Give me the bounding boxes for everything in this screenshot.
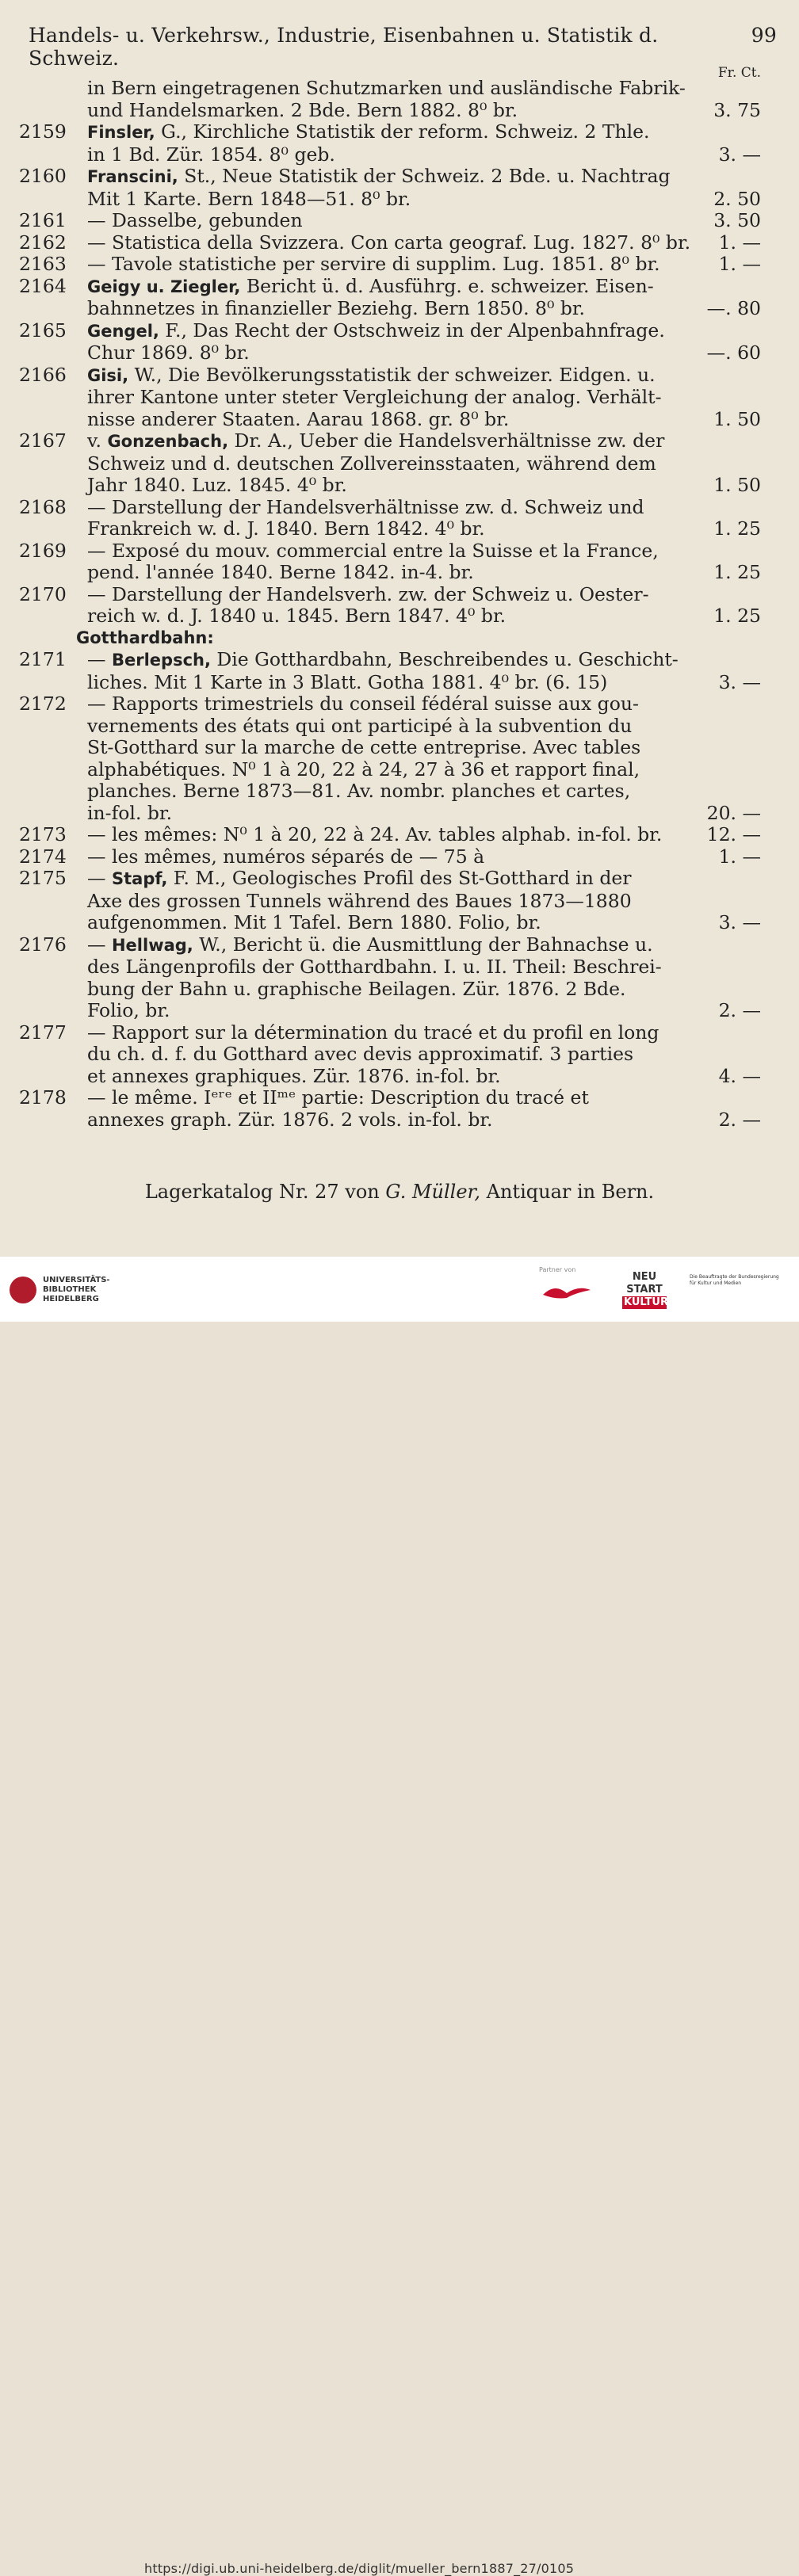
entry-line-text: liches. Mit 1 Karte in 3 Blatt. Gotha 1881. 4⁰ br. (6. 15) [87,670,608,693]
entry-text [87,497,698,540]
entry-line-text: Folio, br. [87,999,170,1021]
entry-number: 2170 [19,582,67,605]
entry-line-text: und Handelsmarken. 2 Bde. Bern 1882. 8⁰ br. [87,98,518,121]
entry-line-text: Frankreich w. d. J. 1840. Bern 1842. 4⁰ br. [87,517,485,540]
entry-line-text: Dr. A., Ueber die Handelsverhältnisse zw. der [228,429,665,452]
entry-line-text: planches. Berne 1873—81. Av. nombr. planches et cartes, [87,780,631,802]
partner-label: Partner von [539,1266,576,1273]
entry-line-text: Die Gotthardbahn, Beschreibendes u. Geschicht- [210,648,679,670]
entry-number: 2177 [19,1021,67,1044]
catalog-entry [0,824,799,846]
catalog-entry [0,1087,799,1131]
catalog-entry [0,232,799,254]
partner-bird-icon [539,1279,594,1303]
entry-line [87,584,698,606]
entry-line [87,475,698,497]
entry-text [87,584,698,628]
entry-line [87,846,698,868]
entry-line-text: Bericht ü. d. Ausführg. e. schweizer. Eisen- [240,274,654,297]
catalog-entry [0,166,799,210]
entry-line-text: F., Das Recht der Ostschweiz in der Alpenbahnfrage. [159,319,665,342]
entry-line [87,934,698,957]
entry-number: 2163 [19,253,67,275]
entry-line-text: — Dasselbe, gebunden [87,209,303,231]
entry-price: 3. 75 [713,98,761,121]
entry-price: —. 80 [706,297,761,319]
entry-line-text: — Darstellung der Handelsverhältnisse zw. d. Schweiz und [87,495,644,518]
entry-text [87,934,698,1022]
entry-line-text: alphabétiques. N⁰ 1 à 20, 22 à 24, 27 à 36 et rapport final, [87,758,640,780]
entry-number: 2162 [19,231,67,254]
entry-text [87,824,698,846]
entry-line [87,387,698,409]
entry-line [87,824,698,846]
footer-text-after: Antiquar in Bern. [480,1181,655,1203]
entry-prefix: — [87,933,112,956]
running-title: Handels- u. Verkehrsw., Industrie, Eisenbahnen u. Statistik d. Schweiz. [29,24,659,70]
entry-author: Berlepsch, [111,651,211,670]
entry-line [87,210,698,232]
entry-line [87,868,698,891]
entry-line-text: — Tavole statistiche per servire di supplim. Lug. 1851. 8⁰ br. [87,253,660,275]
entry-line-text: Mit 1 Karte. Bern 1848—51. 8⁰ br. [87,187,411,210]
entry-line [87,605,698,628]
entry-line [87,716,698,738]
entry-line [87,409,698,431]
entry-line-text: aufgenommen. Mit 1 Tafel. Bern 1880. Folio, br. [87,911,541,933]
entry-text [87,693,698,824]
currency-unit-header: Fr. Ct. [717,65,761,81]
page-number: 99 [751,24,777,47]
entry-line-text: annexes graph. Zür. 1876. 2 vols. in-fol. br. [87,1108,493,1131]
entry-line [87,430,698,453]
catalog-entry [0,78,799,121]
entry-price: 20. — [706,801,761,824]
bkm-logo-text: Die Beauftragte der Bundesregierung für Kultur und Medien [690,1274,779,1286]
entry-prefix: v. [87,429,108,452]
entry-line [87,672,698,694]
entry-line [87,121,698,144]
entry-number: 2172 [19,693,67,715]
entry-author: Gisi, [87,365,129,385]
entry-line-text: St., Neue Statistik der Schweiz. 2 Bde. u. Nachtrag [178,165,671,187]
catalog-footer [0,1181,799,1203]
catalog-entry [0,121,799,166]
entry-number: 2169 [19,539,67,562]
entry-line-text: — les mêmes, numéros séparés de — 75 à [87,845,485,868]
entry-line [87,1087,698,1109]
entry-price: 1. 50 [713,407,761,430]
entry-number: 2167 [19,429,67,452]
ub-heidelberg-logo[interactable] [10,1276,110,1304]
entry-number: 2174 [19,845,67,868]
entry-line [87,298,698,320]
entry-text [87,540,698,584]
catalog-entry [0,430,799,497]
catalog-entry [0,1022,799,1088]
entry-line-text: bahnnetzes in finanzieller Beziehg. Bern 1850. 8⁰ br. [87,297,586,319]
entry-text [87,649,698,693]
catalog-entry [0,254,799,276]
entry-price: 1. — [718,845,761,868]
entry-line [87,100,698,122]
entry-line [87,518,698,540]
entry-line-text: in-fol. br. [87,801,173,824]
entry-text [87,121,698,166]
entry-text [87,78,698,121]
entry-author: Gonzenbach, [107,432,229,451]
entry-line [87,453,698,475]
entry-prefix: — [87,867,112,889]
entry-line [87,693,698,716]
entry-number: 2166 [19,363,67,386]
entry-line [87,979,698,1001]
entry-line [87,342,698,364]
entry-text [87,254,698,276]
entry-price: 1. 25 [713,605,761,627]
ub-seal-icon [10,1277,36,1303]
entry-line [87,1022,698,1044]
viewer-bottom-bar [0,1257,799,2576]
catalog-entry [0,320,799,364]
entry-author: Finsler, [87,123,155,142]
entry-line-text: nisse anderer Staaten. Aarau 1868. gr. 8⁰ br. [87,407,510,430]
entry-number: 2178 [19,1086,67,1109]
catalog-entry [0,497,799,540]
entry-text [87,232,698,254]
entry-price: 2. — [718,999,761,1021]
catalog-entry [0,649,799,693]
entry-line [87,1066,698,1088]
entry-line-text: bung der Bahn u. graphische Beilagen. Zür. 1876. 2 Bde. [87,977,626,1000]
entry-price: 1. 50 [713,474,761,496]
entry-price: 1. — [718,253,761,275]
entry-line-text: Axe des grossen Tunnels während des Baues 1873—1880 [87,889,632,912]
entry-line [87,891,698,913]
entry-line [87,254,698,276]
entry-price: 3. 50 [713,209,761,231]
entry-line-text: — Rapport sur la détermination du tracé et du profil en long [87,1021,659,1044]
entry-number: 2161 [19,209,67,231]
entry-text [87,1022,698,1088]
entry-text [87,210,698,232]
entry-line-text: vernements des états qui ont participé à la subvention du [87,714,633,737]
entry-price: 4. — [718,1064,761,1087]
section-heading: Gotthardbahn: [76,628,214,647]
entry-number: 2173 [19,823,67,845]
entry-text [87,430,698,497]
entry-line [87,78,698,100]
entry-line [87,562,698,584]
entry-line-text: — Statistica della Svizzera. Con carta geograf. Lug. 1827. 8⁰ br. [87,231,691,254]
entry-price: 3. — [718,911,761,933]
catalog-entry [0,364,799,431]
entry-line-text: ihrer Kantone unter steter Vergleichung der analog. Verhält- [87,386,662,408]
catalog-entry [0,210,799,232]
entry-author: Hellwag, [111,935,193,955]
ub-logo-text: UNIVERSITÄTS- BIBLIOTHEK HEIDELBERG [43,1276,110,1303]
entry-number: 2171 [19,648,67,670]
entry-line [87,497,698,519]
entry-number: 2176 [19,933,67,956]
permalink-url[interactable]: https://digi.ub.uni-heidelberg.de/diglit/mueller_bern1887_27/0105 [144,2561,575,2576]
entry-author: Stapf, [111,869,168,888]
entry-line-text: in 1 Bd. Zür. 1854. 8⁰ geb. [87,143,335,166]
entry-text [87,166,698,210]
entry-author: Geigy u. Ziegler, [87,277,241,296]
footer-text-before: Lagerkatalog Nr. 27 von [144,1181,386,1203]
catalog-entry [0,584,799,628]
entry-line-text: du ch. d. f. du Gotthard avec devis approximatif. 3 parties [87,1043,634,1065]
catalog-entry [0,934,799,1022]
entry-number: 2165 [19,319,67,342]
entry-line-text: W., Bericht ü. die Ausmittlung der Bahnachse u. [193,933,653,956]
entry-line [87,1000,698,1022]
entry-price: 2. — [718,1108,761,1131]
entry-line [87,540,698,563]
entry-text [87,846,698,868]
neustart-kultur-logo: NEU START KULTUR [624,1271,668,1308]
entry-price: 1. — [718,231,761,254]
entry-line-text: Jahr 1840. Luz. 1845. 4⁰ br. [87,474,347,496]
entry-line [87,759,698,781]
entry-line [87,803,698,825]
catalog-page [0,0,799,1257]
catalog-entry [0,540,799,584]
footer-dealer-name: G. Müller, [385,1181,481,1203]
entry-text [87,364,698,431]
entry-line [87,737,698,759]
entry-price: 2. 50 [713,187,761,210]
entry-line [87,276,698,299]
entry-price: 12. — [706,823,761,845]
catalog-entries [0,78,799,1131]
entry-line [87,956,698,979]
entry-line [87,189,698,211]
entry-author: Gengel, [87,321,159,341]
entry-price: 1. 25 [713,561,761,583]
entry-text [87,1087,698,1131]
entry-line [87,364,698,387]
entry-price: 3. — [718,143,761,166]
entry-author: Franscini, [87,167,178,186]
entry-line-text: — Exposé du mouv. commercial entre la Suisse et la France, [87,539,659,562]
entry-line-text: des Längenprofils der Gotthardbahn. I. u. II. Theil: Beschrei- [87,956,662,978]
entry-price: —. 60 [706,342,761,364]
entry-line-text: in Bern eingetragenen Schutzmarken und ausländische Fabrik- [87,77,686,99]
entry-text [87,276,698,320]
entry-prefix: — [87,648,112,670]
catalog-entry [0,846,799,868]
entry-text [87,868,698,934]
entry-line-text: W., Die Bevölkerungsstatistik der schweizer. Eidgen. u. [128,363,656,386]
entry-line [87,912,698,934]
entry-line-text: — Rapports trimestriels du conseil fédéral suisse aux gou- [87,693,639,715]
catalog-entry [0,276,799,320]
entry-line-text: reich w. d. J. 1840 u. 1845. Bern 1847. 4⁰ br. [87,605,507,627]
catalog-entry [0,868,799,934]
entry-number: 2175 [19,867,67,889]
entry-line-text: Chur 1869. 8⁰ br. [87,342,250,364]
entry-line-text: St-Gotthard sur la marche de cette entreprise. Avec tables [87,736,641,758]
catalog-entry [0,693,799,824]
entry-number: 2159 [19,120,67,143]
entry-line-text: — les mêmes: N⁰ 1 à 20, 22 à 24. Av. tables alphab. in-fol. br. [87,823,663,845]
entry-line [87,232,698,254]
entry-number: 2160 [19,165,67,187]
entry-line [87,144,698,166]
entry-line [87,1109,698,1132]
entry-line [87,166,698,189]
entry-number: 2164 [19,274,67,297]
entry-line-text: G., Kirchliche Statistik der reform. Schweiz. 2 Thle. [155,120,650,143]
entry-price: 3. — [718,670,761,693]
entry-line [87,780,698,803]
entry-line [87,1044,698,1066]
entry-line-text: F. M., Geologisches Profil des St-Gotthard in der [167,867,632,889]
entry-line-text: pend. l'année 1840. Berne 1842. in-4. br. [87,561,474,583]
entry-line [87,320,698,343]
entry-line-text: et annexes graphiques. Zür. 1876. in-fol. br. [87,1064,501,1087]
entry-line-text: Schweiz und d. deutschen Zollvereinsstaaten, während dem [87,452,656,475]
entry-line [87,649,698,672]
entry-line-text: — Darstellung der Handelsverh. zw. der Schweiz u. Oester- [87,582,649,605]
page-header [29,24,777,70]
entry-price: 1. 25 [713,517,761,540]
entry-line-text: — le même. Iᵉʳᵉ et IIᵐᵉ partie: Description du tracé et [87,1086,589,1109]
entry-number: 2168 [19,495,67,518]
entry-text [87,320,698,364]
